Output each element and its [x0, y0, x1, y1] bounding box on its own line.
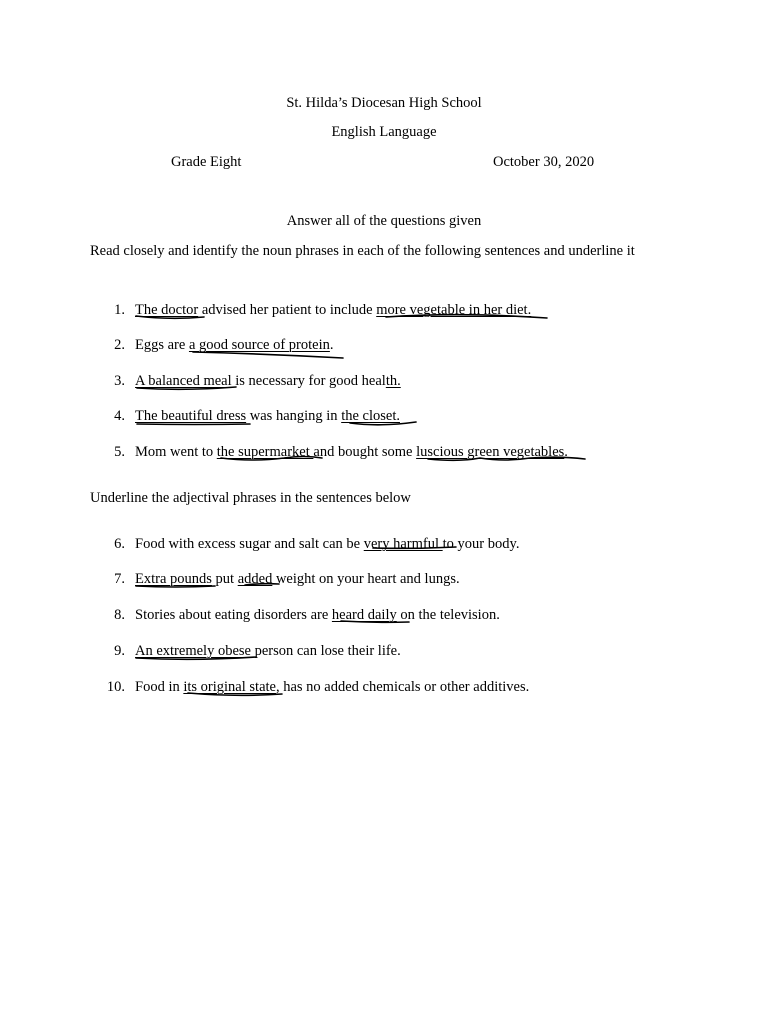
question-4	[135, 407, 400, 425]
item-number: 4.	[114, 408, 125, 424]
date-label: October 30, 2020	[493, 154, 595, 170]
adjectival-phrase: added	[237, 571, 273, 587]
sentence-text: advised her patient to include	[198, 302, 377, 318]
question-1	[135, 301, 531, 319]
noun-phrase: more vegetable in her diet.	[376, 302, 532, 318]
grade-label: Grade Eight	[171, 154, 242, 170]
question-8	[135, 606, 500, 624]
noun-phrase: The beautiful dress	[135, 408, 247, 424]
adjectival-phrase: very harmful	[363, 536, 443, 552]
sentence-text: Food in	[135, 679, 184, 695]
noun-phrase-instruction: Read closely and identify the noun phrases in each of the following sentences and underline it	[90, 243, 635, 259]
noun-phrase: a good source of protein	[188, 337, 330, 353]
noun-phrase: The doctor	[135, 302, 199, 318]
sentence-text: Mom went to	[135, 444, 217, 460]
adjectival-phrase: heard daily	[331, 607, 397, 623]
adjectival-phrase: An extremely obese	[135, 643, 251, 659]
question-5	[135, 443, 568, 461]
question-2	[135, 336, 334, 354]
sentence-text: .	[564, 444, 568, 460]
sentence-text: is necessary for good heal	[231, 373, 386, 389]
sentence-text: to your body.	[442, 536, 520, 552]
noun-phrase: the closet.	[341, 408, 400, 424]
question-10	[135, 678, 529, 696]
item-number: 5.	[114, 444, 125, 460]
sentence-text: weight on your heart and lungs.	[272, 571, 460, 587]
item-number: 9.	[114, 643, 125, 659]
section-title: Answer all of the questions given	[286, 213, 482, 229]
sentence-text: Food with excess sugar and salt can be	[135, 536, 364, 552]
question-7	[135, 570, 460, 588]
noun-phrase: the supermarket	[216, 444, 314, 460]
item-number: 3.	[114, 373, 125, 389]
question-3	[135, 372, 401, 390]
item-number: 8.	[114, 607, 125, 623]
item-number: 7.	[114, 571, 125, 587]
adjectival-phrase: Extra pounds	[135, 571, 212, 587]
question-9	[135, 642, 401, 660]
noun-phrase: A balanced meal	[135, 373, 232, 389]
question-6	[135, 535, 519, 553]
item-number: 10.	[106, 679, 125, 695]
adjectival-phrase: its original state	[183, 679, 276, 695]
sentence-text: , has no added chemicals or other additives.	[275, 679, 530, 695]
item-number: 1.	[114, 302, 125, 318]
sentence-text: put	[211, 571, 238, 587]
adjectival-phrase-instruction: Underline the adjectival phrases in the sentences below	[90, 490, 411, 506]
sentence-text: Eggs are	[135, 337, 189, 353]
noun-phrase: luscious green vegetables	[416, 444, 565, 460]
item-number: 2.	[114, 337, 125, 353]
sentence-text: on the television.	[396, 607, 500, 623]
school-name: St. Hilda’s Diocesan High School	[286, 95, 482, 111]
sentence-text: .	[329, 337, 334, 353]
item-number: 6.	[114, 536, 125, 552]
sentence-text: person can lose their life.	[250, 643, 401, 659]
sentence-text: Stories about eating disorders are	[135, 607, 332, 623]
sentence-text: was hanging in	[246, 408, 342, 424]
noun-phrase: th.	[385, 373, 401, 389]
sentence-text: and bought some	[313, 444, 417, 460]
subject-title: English Language	[331, 124, 437, 140]
